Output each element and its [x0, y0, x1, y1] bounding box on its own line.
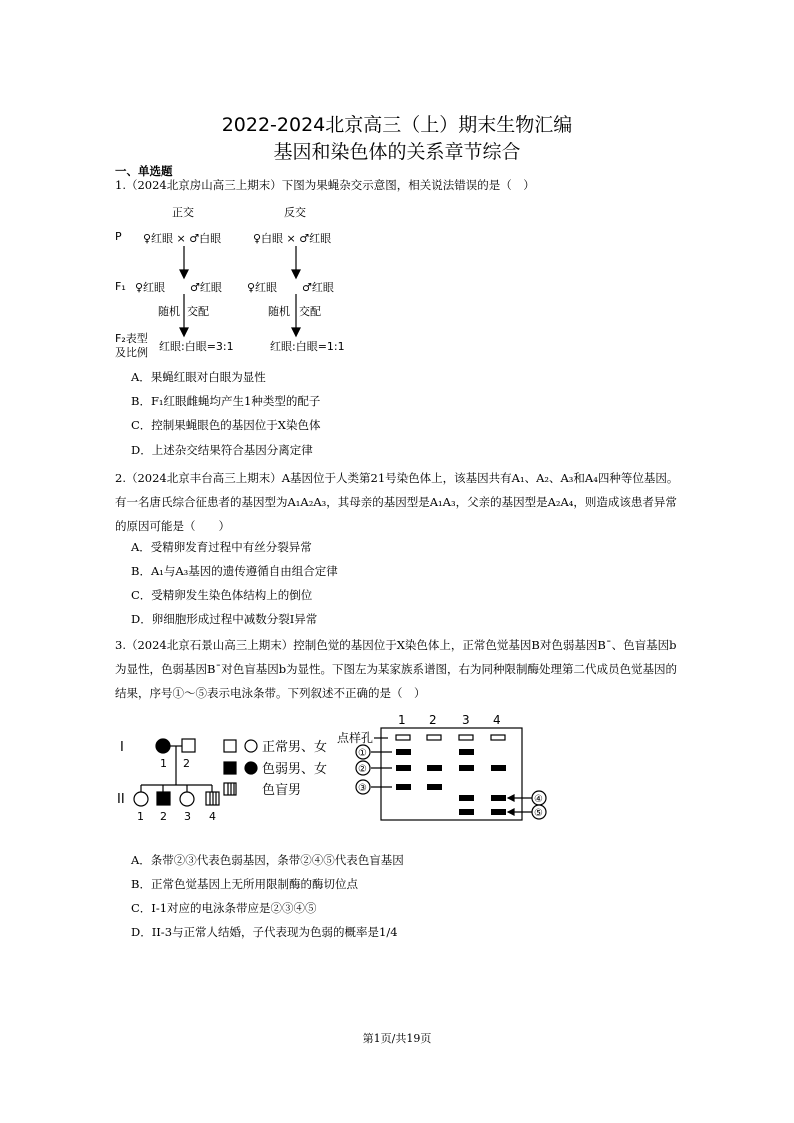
f2-ratio-left: 红眼:白眼=3:1 — [159, 340, 234, 353]
q2-option-d: D．卵细胞形成过程中减数分裂Ⅰ异常 — [131, 612, 318, 626]
band-lane3-2 — [459, 765, 474, 771]
f1-right-male: ♂红眼 — [302, 281, 334, 294]
band-lane3-4 — [459, 795, 474, 801]
f1-right-female: ♀红眼 — [247, 281, 278, 294]
individual-i2-male-normal — [182, 739, 195, 752]
legend-normal-male-symbol — [224, 740, 236, 752]
band-1-label: ① — [358, 748, 367, 759]
band-lane1-1 — [396, 749, 411, 755]
cross-arrows — [0, 0, 794, 400]
band-lane3-1 — [459, 749, 474, 755]
random-label-right: 随机 — [268, 305, 290, 318]
ii1-number: 1 — [137, 810, 144, 823]
mating-label-right: 交配 — [299, 305, 321, 318]
legend-colorweak-female-symbol — [245, 762, 257, 774]
q2-option-c: C．受精卵发生染色体结构上的倒位 — [131, 588, 313, 602]
lane-1-label: 1 — [398, 713, 406, 727]
q3-option-b: B．正常色觉基因上无所用限制酶的酶切位点 — [131, 877, 358, 891]
cross-header-reciprocal: 反交 — [284, 206, 306, 219]
well-lane-4 — [491, 735, 505, 740]
individual-ii2-male-colorweak — [157, 792, 170, 805]
pedigree-chart — [117, 739, 219, 823]
generation-p-label: P — [115, 230, 122, 243]
band-2-label: ② — [358, 764, 367, 775]
q1-option-d: D．上述杂交结果符合基因分离定律 — [131, 443, 313, 457]
legend-normal-female-symbol — [245, 740, 257, 752]
q3-option-d: D．II-3与正常人结婚，子代表现为色弱的概率是1/4 — [131, 925, 398, 939]
q1-option-a: A．果蝇红眼对白眼为显性 — [131, 370, 266, 384]
i1-number: 1 — [160, 757, 167, 770]
generation-ii-label: II — [117, 792, 125, 807]
q1-option-c: C．控制果蝇眼色的基因位于X染色体 — [131, 418, 321, 432]
document-title-line1: 2022-2024北京高三（上）期末生物汇编 — [221, 114, 573, 136]
individual-ii3-female-normal — [180, 792, 194, 806]
band-lane4-4 — [491, 795, 506, 801]
band-lane2-2 — [427, 765, 442, 771]
individual-ii1-female-normal — [134, 792, 148, 806]
band-5-label: ⑤ — [534, 808, 543, 819]
band-lane4-2 — [491, 765, 506, 771]
legend-colorweak-label: 色弱男、女 — [262, 762, 328, 777]
question-1-stem: 1.（2024北京房山高三上期末）下图为果蝇杂交示意图，相关说法错误的是（ ） — [115, 178, 535, 192]
section-label: 一、单选题 — [115, 164, 173, 178]
p-cross-left: ♀红眼 × ♂白眼 — [143, 232, 222, 245]
f2-ratio-right: 红眼:白眼=1:1 — [270, 340, 345, 353]
lane-4-label: 4 — [493, 713, 501, 727]
f1-left-male: ♂红眼 — [190, 281, 222, 294]
q3-option-a: A．条带②③代表色弱基因，条带②④⑤代表色盲基因 — [131, 853, 404, 867]
question-2-stem: 2.（2024北京丰台高三上期末）A基因位于人类第21号染色体上，该基因共有A₁、A₂、A₃和A₄四种等位基因。有一名唐氏综合征患者的基因型为A₁A₂A₃，其母亲的基因型是A₁A₃，父亲的基因型是A₂A₄，则造成该患者异常的原因可能是（ ） — [115, 471, 679, 533]
f2-label-line1: F₂表型 — [115, 332, 148, 345]
band-3-label: ③ — [358, 783, 367, 794]
band-lane2-3 — [427, 784, 442, 790]
ii2-number: 2 — [160, 810, 167, 823]
ii3-number: 3 — [184, 810, 191, 823]
well-label: 点样孔 — [337, 731, 374, 745]
i2-number: 2 — [183, 757, 190, 770]
band-4-label: ④ — [534, 794, 543, 805]
mating-label-left: 交配 — [187, 305, 209, 318]
q1-option-b: B．F₁红眼雌蝇均产生1种类型的配子 — [131, 394, 321, 408]
band-lane3-5 — [459, 809, 474, 815]
random-label-left: 随机 — [158, 305, 180, 318]
pedigree-legend — [224, 739, 327, 798]
page-footer: 第1页/共19页 — [362, 1032, 432, 1045]
p-cross-right: ♀白眼 × ♂红眼 — [253, 232, 332, 245]
well-lane-2 — [427, 735, 441, 740]
ii4-number: 4 — [209, 810, 216, 823]
q2-option-b: B．A₁与A₃基因的遗传遵循自由组合定律 — [131, 564, 338, 578]
q2-option-a: A．受精卵发育过程中有丝分裂异常 — [131, 540, 312, 554]
legend-colorweak-male-symbol — [224, 762, 236, 774]
band-lane1-2 — [396, 765, 411, 771]
gel-frame — [381, 728, 522, 820]
document-title-line2: 基因和染色体的关系章节综合 — [273, 141, 521, 163]
legend-colorblind-label: 色盲男 — [262, 783, 302, 798]
pedigree-and-gel-figure — [0, 700, 794, 840]
individual-i1-female-colorweak — [156, 739, 170, 753]
f2-label-line2: 及比例 — [115, 346, 148, 359]
q3-option-c: C．I-1对应的电泳条带应是②③④⑤ — [131, 901, 317, 915]
question-3-stem: 3.（2024北京石景山高三上期末）控制色觉的基因位于X染色体上，正常色觉基因B对色弱基因Bˉ、色盲基因b为显性，色弱基因Bˉ对色盲基因b为显性。下图左为某家族系谱图，右为同种限制酶处理第二代成员色觉基因的结果，序号①～⑤表示电泳条带。下列叙述不正确的是（ ） — [115, 638, 678, 700]
cross-header-forward: 正交 — [172, 206, 194, 219]
generation-f1-label: F₁ — [115, 280, 126, 293]
band-lane4-5 — [491, 809, 506, 815]
f1-left-female: ♀红眼 — [135, 281, 166, 294]
band-lane1-3 — [396, 784, 411, 790]
well-lane-3 — [459, 735, 473, 740]
well-lane-1 — [396, 735, 410, 740]
lane-2-label: 2 — [429, 713, 437, 727]
electrophoresis-gel — [337, 713, 546, 820]
lane-3-label: 3 — [462, 713, 470, 727]
generation-i-label: I — [120, 740, 124, 755]
legend-normal-label: 正常男、女 — [262, 740, 328, 755]
